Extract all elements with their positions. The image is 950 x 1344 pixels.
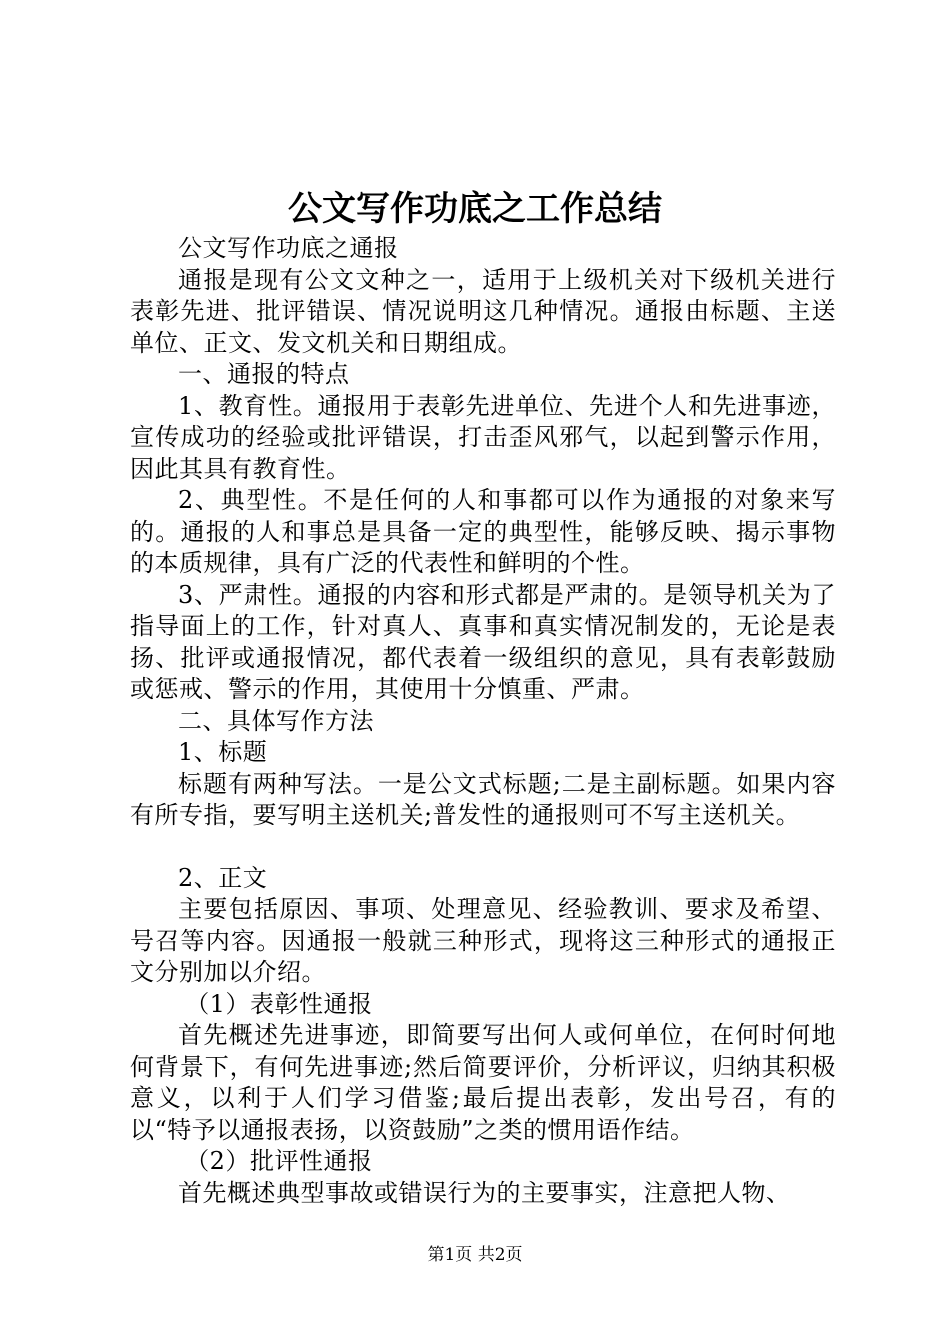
document-body xyxy=(130,233,836,1209)
subheading-title: 1、标题 xyxy=(178,738,268,766)
section-heading-features: 一、通报的特点 xyxy=(178,360,350,388)
paragraph-body-content: 主要包括原因、事项、处理意见、经验教训、要求及希望、号召等内容。因通报一般就三种形式，现将这三种形式的通报正文分别加以介绍。 xyxy=(130,895,836,986)
paragraph-criticism: 首先概述典型事故或错误行为的主要事实，注意把人物、 xyxy=(178,1178,791,1207)
document-title: 公文写作功底之工作总结 xyxy=(288,189,662,229)
page-number-footer: 第1页 共2页 xyxy=(427,1245,523,1265)
paragraph-intro: 通报是现有公文文种之一，适用于上级机关对下级机关进行表彰先进、批评错误、情况说明这几种情况。通报由标题、主送单位、正文、发文机关和日期组成。 xyxy=(130,265,836,357)
subheading-criticism: （2）批评性通报 xyxy=(185,1147,373,1175)
subheading-commendation: （1）表彰性通报 xyxy=(185,989,373,1018)
paragraph-subtitle: 公文写作功底之通报 xyxy=(178,234,399,262)
paragraph-serious: 3、严肃性。通报的内容和形式都是严肃的。是领导机关为了指导面上的工作，针对真人、真事和真实情况制发的，无论是表扬、批评或通报情况，都代表着一级组织的意见，具有表彰鼓励或惩戒、警示的作用，其使用十分慎重、严肃。 xyxy=(130,580,836,703)
subheading-body: 2、正文 xyxy=(178,863,268,892)
paragraph-typical: 2、典型性。不是任何的人和事都可以作为通报的对象来写的。通报的人和事总是具备一定的典型性，能够反映、揭示事物的本质规律，具有广泛的代表性和鲜明的个性。 xyxy=(130,486,836,577)
paragraph-title-method: 标题有两种写法。一是公文式标题;二是主副标题。如果内容有所专指，要写明主送机关;普发性的通报则可不写主送机关。 xyxy=(130,769,836,829)
section-heading-methods: 二、具体写作方法 xyxy=(178,706,374,735)
paragraph-educational: 1、教育性。通报用于表彰先进单位、先进个人和先进事迹，宣传成功的经验或批评错误，打击歪风邪气，以起到警示作用，因此其具有教育性。 xyxy=(130,391,836,483)
paragraph-commendation: 首先概述先进事迹，即简要写出何人或何单位，在何时何地何背景下，有何先进事迹;然后简要评价，分析评议，归纳其积极意义，以利于人们学习借鉴;最后提出表彰，发出号召，有的以“特予以通报表扬，以资鼓励”之类的惯用语作结。 xyxy=(130,1021,836,1144)
